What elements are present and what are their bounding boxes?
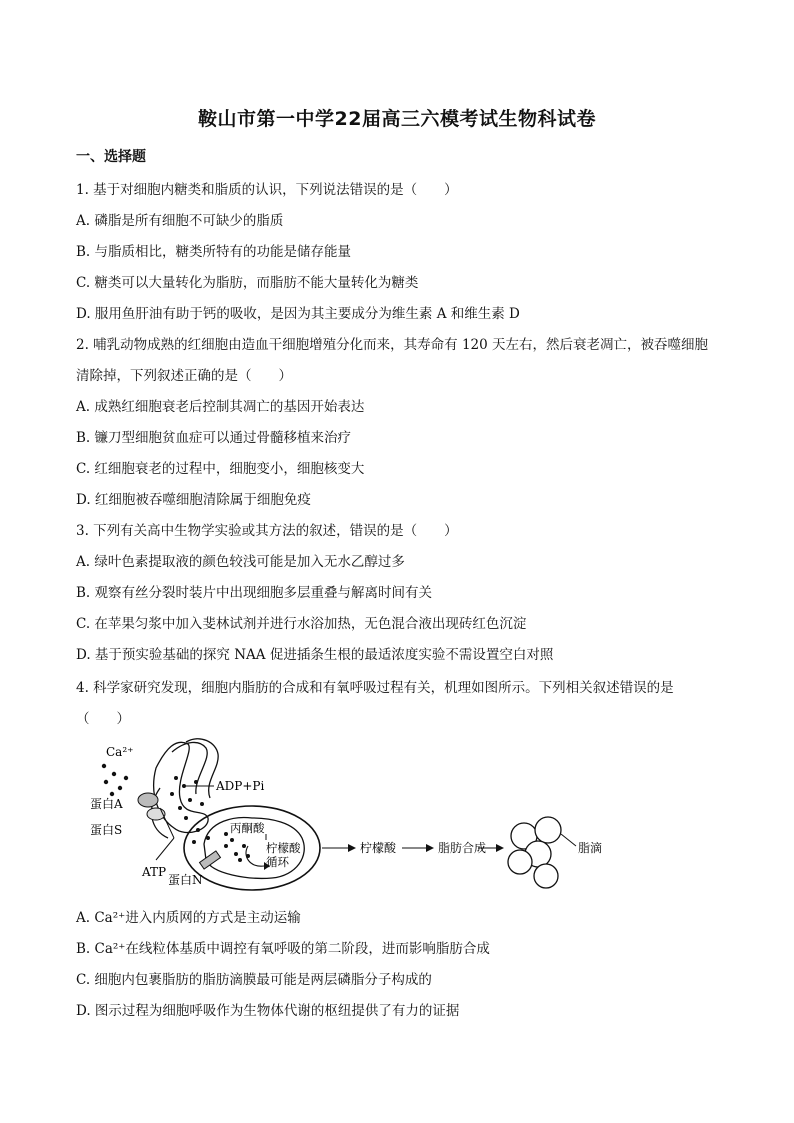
question-4-option-b: B. Ca²⁺在线粒体基质中调控有氧呼吸的第二阶段，进而影响脂肪合成	[76, 941, 490, 957]
protein-n-shape	[200, 851, 221, 869]
question-4-option-d: D. 图示过程为细胞呼吸作为生物体代谢的枢纽提供了有力的证据	[76, 1003, 460, 1019]
label-protein-n: 蛋白N	[168, 873, 203, 887]
label-atp: ATP	[142, 865, 167, 879]
question-4-stem-line-2: （ ）	[76, 711, 130, 727]
droplet-label-line	[561, 834, 576, 846]
endoplasmic-reticulum	[152, 739, 219, 838]
arrow-to-citrate-head	[348, 844, 356, 852]
question-1-stem: 1. 基于对细胞内糖类和脂质的认识，下列说法错误的是（ ）	[76, 182, 458, 198]
question-2-stem-line-1: 2. 哺乳动物成熟的红细胞由造血干细胞增殖分化而来，其寿命有 120 天左右，然后衰老凋亡，被吞噬细胞	[76, 337, 709, 353]
question-3-option-b: B. 观察有丝分裂时装片中出现细胞多层重叠与解离时间有关	[76, 585, 433, 601]
question-1-option-d: D. 服用鱼肝油有助于钙的吸收，是因为其主要成分为维生素 A 和维生素 D	[76, 306, 520, 322]
question-2-option-a: A. 成熟红细胞衰老后控制其凋亡的基因开始表达	[76, 399, 365, 415]
atp-pointer-line	[160, 808, 174, 838]
label-protein-s: 蛋白S	[90, 823, 123, 837]
atp-label-line	[156, 838, 174, 860]
arrow-to-droplet-head	[496, 844, 504, 852]
question-3-option-d: D. 基于预实验基础的探究 NAA 促进插条生根的最适浓度实验不需设置空白对照	[76, 647, 554, 663]
label-lipid-droplet: 脂滴	[578, 841, 603, 855]
question-2-stem-line-2: 清除掉，下列叙述正确的是（ ）	[76, 368, 292, 384]
label-citrate: 柠檬酸	[360, 841, 397, 855]
label-fat-synthesis: 脂肪合成	[438, 841, 487, 855]
question-3-stem: 3. 下列有关高中生物学实验或其方法的叙述，错误的是（ ）	[76, 523, 458, 539]
question-2-option-c: C. 红细胞衰老的过程中，细胞变小，细胞核变大	[76, 461, 365, 477]
protein-a-shape	[138, 793, 158, 807]
label-cycle-line-1: 柠檬酸	[266, 841, 301, 855]
arrow-to-fat-head	[426, 844, 434, 852]
label-calcium: Ca²⁺	[106, 745, 134, 759]
label-adp-pi: ADP+Pi	[216, 779, 265, 793]
question-4-option-c: C. 细胞内包裹脂肪的脂肪滴膜最可能是两层磷脂分子构成的	[76, 972, 432, 988]
question-2-option-b: B. 镰刀型细胞贫血症可以通过骨髓移植来治疗	[76, 430, 352, 446]
label-protein-a: 蛋白A	[90, 797, 123, 811]
fat-synthesis-diagram	[76, 738, 636, 898]
question-4-stem-line-1: 4. 科学家研究发现，细胞内脂肪的合成和有氧呼吸过程有关，机理如图所示。下列相关叙述错误的是	[76, 680, 674, 696]
section-title: 一、选择题	[76, 149, 146, 165]
question-3-option-c: C. 在苹果匀浆中加入斐林试剂并进行水浴加热，无色混合液出现砖红色沉淀	[76, 616, 527, 632]
question-2-option-d: D. 红细胞被吞噬细胞清除属于细胞免疫	[76, 492, 311, 508]
label-pyruvate: 丙酮酸	[230, 821, 265, 835]
question-1-option-a: A. 磷脂是所有细胞不可缺少的脂质	[76, 213, 284, 229]
question-1-option-b: B. 与脂质相比，糖类所特有的功能是储存能量	[76, 244, 352, 260]
question-3-option-a: A. 绿叶色素提取液的颜色较浅可能是加入无水乙醇过多	[76, 554, 405, 570]
question-1-option-c: C. 糖类可以大量转化为脂肪，而脂肪不能大量转化为糖类	[76, 275, 419, 291]
label-cycle-line-2: 循环	[266, 855, 289, 869]
page-title: 鞍山市第一中学22届高三六模考试生物科试卷	[198, 108, 596, 130]
question-4-option-a: A. Ca²⁺进入内质网的方式是主动运输	[76, 910, 301, 926]
lipid-droplets	[508, 817, 561, 888]
